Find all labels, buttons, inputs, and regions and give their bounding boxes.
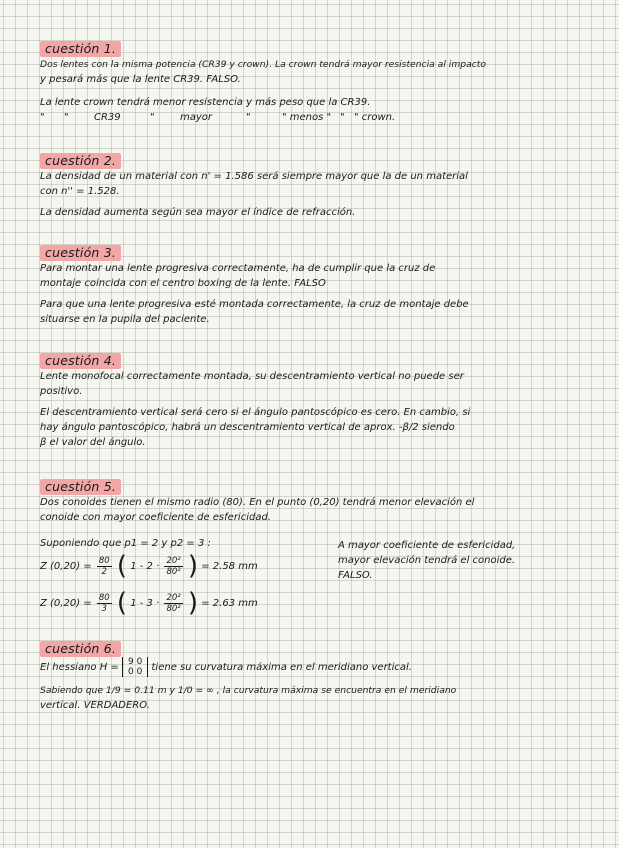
eq2-inner-fraction: $\frac{\text{20²}}{\text{80²}}$ bbox=[166, 592, 181, 614]
q3-line-2: montaje coincida con el centro boxing de la lente. FALSO bbox=[40, 278, 326, 289]
q4-line-2: positivo. bbox=[40, 386, 83, 397]
q3-line-4: situarse en la pupila del paciente. bbox=[40, 314, 210, 325]
question-3 bbox=[40, 242, 600, 327]
q1-line-1: Dos lentes con la misma potencia (CR39 y crown). La crown tendrá mayor resistencia al impacto bbox=[40, 59, 487, 70]
q3-line-1: Para montar una lente progresiva correctamente, ha de cumplir que la cruz de bbox=[40, 263, 436, 274]
q5-line-2: conoide con mayor coeficiente de esfericidad. bbox=[40, 512, 271, 523]
question-6-title: cuestión 6. bbox=[40, 641, 121, 657]
q4-line-4: hay ángulo pantoscópico, habrá un descentramiento vertical de aprox. -β/2 siendo bbox=[40, 422, 455, 433]
question-4-title: cuestión 4. bbox=[40, 353, 121, 369]
question-2 bbox=[40, 150, 600, 220]
q4-line-3: El descentramiento vertical será cero si el ángulo pantoscópico es cero. En cambio, si bbox=[40, 407, 471, 418]
question-1-title: cuestión 1. bbox=[40, 41, 121, 57]
q6-line-2: Sabiendo que 1/9 = 0.11 m y 1/0 = ∞ , la curvatura máxima se encuentra en el meridiano bbox=[40, 685, 457, 696]
question-5-title: cuestión 5. bbox=[40, 479, 121, 495]
q3-line-3: Para que una lente progresiva esté montada correctamente, la cruz de montaje debe bbox=[40, 299, 469, 310]
q6-line-1: El hessiano H = 9 0 0 0 tiene su curvatura máxima en el meridiano vertical. bbox=[40, 657, 412, 677]
q5-equation-1: Z (0,20) = $\frac{80}{2}$ ( 1 - 2 · $\frac{\text{20²}}{\text{80²}}$ ) = 2.58 mm bbox=[40, 551, 258, 581]
eq2-fraction: $\frac{80}{3}$ bbox=[98, 592, 110, 614]
question-4 bbox=[40, 350, 600, 450]
question-2-title: cuestión 2. bbox=[40, 153, 121, 169]
q1-line-2: y pesará más que la lente CR39. FALSO. bbox=[40, 74, 241, 85]
eq1-fraction: $\frac{80}{2}$ bbox=[98, 555, 110, 577]
eq1-inner-fraction: $\frac{\text{20²}}{\text{80²}}$ bbox=[166, 555, 181, 577]
q4-line-1: Lente monofocal correctamente montada, su descentramiento vertical no puede ser bbox=[40, 371, 464, 382]
q5-equation-2: Z (0,20) = $\frac{80}{3}$ ( 1 - 3 · $\frac{\text{20²}}{\text{80²}}$ ) = 2.63 mm bbox=[40, 588, 258, 618]
q2-line-1: La densidad de un material con n' = 1.586 será siempre mayor que la de un material bbox=[40, 171, 468, 182]
q2-line-2: con n'' = 1.528. bbox=[40, 186, 120, 197]
q5-conclusion: A mayor coeficiente de esfericidad, mayor elevación tendrá el conoide. FALSO. bbox=[338, 540, 516, 581]
question-3-title: cuestión 3. bbox=[40, 245, 121, 261]
question-5 bbox=[40, 476, 600, 525]
question-1 bbox=[40, 38, 600, 125]
q1-line-3: La lente crown tendrá menor resistencia y más peso que la CR39. bbox=[40, 97, 371, 108]
hessian-matrix: 9 0 0 0 bbox=[122, 657, 148, 677]
q4-line-5: β el valor del ángulo. bbox=[40, 437, 146, 448]
question-6 bbox=[40, 638, 600, 713]
q1-line-4: " " CR39 " mayor " " menos " " " crown. bbox=[40, 112, 396, 123]
q5-line-1: Dos conoides tienen el mismo radio (80). En el punto (0,20) tendrá menor elevación el bbox=[40, 497, 475, 508]
q5-assumption: Suponiendo que p1 = 2 y p2 = 3 : bbox=[40, 538, 211, 549]
q2-line-3: La densidad aumenta según sea mayor el índice de refracción. bbox=[40, 207, 356, 218]
q6-line-3: vertical. VERDADERO. bbox=[40, 700, 150, 711]
